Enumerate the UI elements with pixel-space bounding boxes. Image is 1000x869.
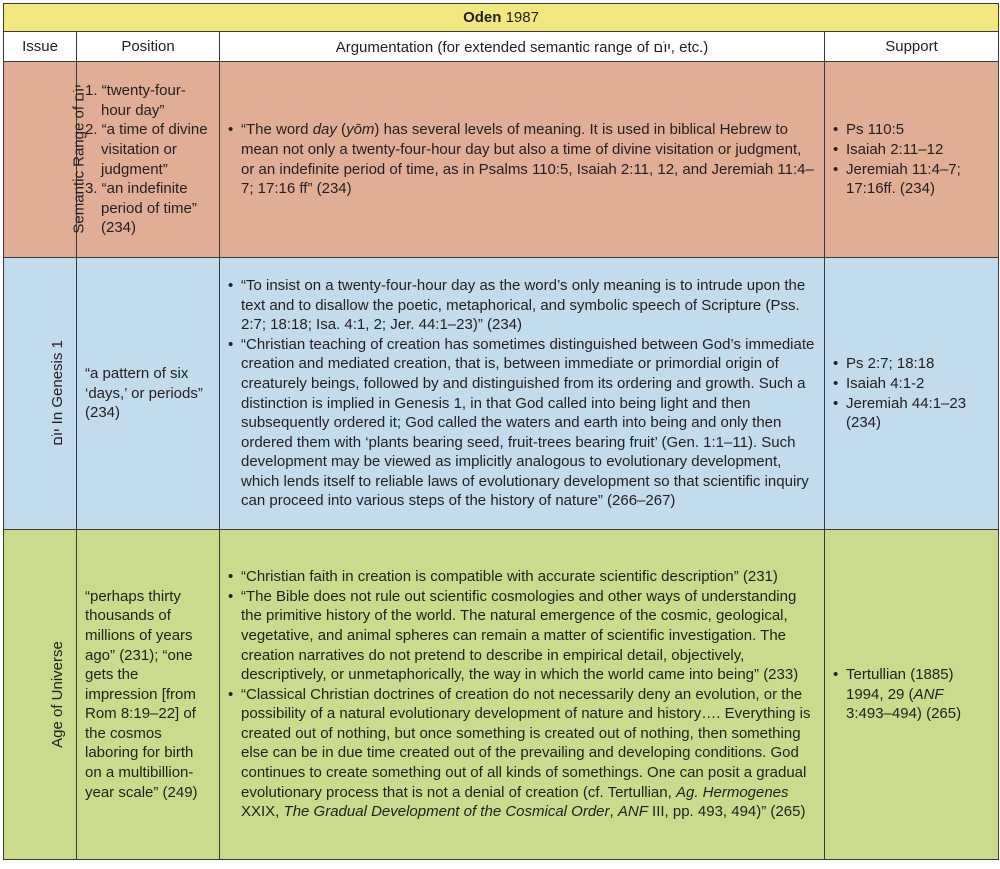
issue-cell	[4, 530, 77, 860]
list-item: • “Classical Christian doctrines of creation do not necessarily deny an evolution, or the possibility of a natural evolutionary development of nature and history…. Everything is created out of nothing, but once something is created out of nothing, then something else can be in due time created out of the prevailing and developing conditions. God continues to create something out of all kinds of somethings. One can posit a gradual evolutionary process that is not a denial of creation (cf. Tertullian, Ag. Hermogenes XXIX, The Gradual Development of the Cosmical Order, ANF III, pp. 493, 494)” (265)	[228, 685, 816, 822]
list-item: 2. “a time of divine visitation or judgment”	[85, 121, 208, 178]
list-item: • “To insist on a twenty-four-hour day as the word’s only meaning is to intrude upon the text and to disallow the poetic, metaphorical, and symbolic speech of Scripture (Pss. 2:7; 18:18; Isa. 4:1, 2; Jer. 44:1–23)” (234)	[228, 276, 816, 335]
list-item: • “Christian teaching of creation has sometimes distinguished between God’s immediate creation and mediated creation, that is, between immediate or primordial origin of creaturely beings, followed by and distinguished from its ordering and growth. Such a distinction is implied in Genesis 1, in that God called into being light and then subsequently ordered it; God called the waters and earth into being and only then ordered them with ‘plants bearing seed, fruit-trees bearing fruit’ (Gen. 1:1–11). Such development may be viewed as implicitly analogous to evolutionary development, which lends itself to reliable laws of evolutionary development so that scientific inquiry can proceed into various steps of the history of nature” (266–267)	[228, 335, 816, 511]
list-item: • Jeremiah 44:1–23 (234)	[833, 394, 990, 433]
list-item: • “The word day (yōm) has several levels of meaning. It is used in biblical Hebrew to mean not only a twenty-four-hour day but also a time of divine visitation or judgment, or an indefinite period of time, as in Psalms 110:5, Isaiah 2:11, 12, and Jeremiah 11:4–7; 17:16 ff” (234)	[228, 120, 816, 198]
argumentation-cell	[220, 258, 825, 530]
list-item: • “The Bible does not rule out scientific cosmologies and other ways of understanding the primitive history of the world. The natural emergence of the cosmic, geological, vegetative, and animal spheres can remain a matter of scientific investigation. The creation narratives do not pretend to describe in empirical detail, objectively, descriptively, or unmetaphorically, the way in which the world came into being” (233)	[228, 587, 816, 685]
list-item: • “Christian faith in creation is compatible with accurate scientific description” (231)	[228, 567, 816, 587]
list-item: • Ps 110:5	[833, 120, 990, 140]
header-issue: Issue	[4, 32, 77, 62]
list-item: • Ps 2:7; 18:18	[833, 354, 990, 374]
list-item: 3. “an indefinite period of time” (234)	[85, 180, 197, 237]
position-cell: “perhaps thirty thousands of millions of years ago” (231); “one gets the impression [from Rom 8:19–22] of the cosmos laboring for birth on a multibillion-year scale” (249)	[77, 530, 220, 860]
list-item: • Tertullian (1885) 1994, 29 (ANF 3:493–494) (265)	[833, 665, 990, 724]
title-author: Oden	[463, 9, 502, 26]
position-cell: “a pattern of six ‘days,’ or periods” (234)	[77, 258, 220, 530]
header-position: Position	[77, 32, 220, 62]
issue-label: Semantic Range of יוֹם	[69, 84, 88, 234]
argumentation-cell	[220, 530, 825, 860]
support-cell	[825, 62, 999, 258]
header-support: Support	[825, 32, 999, 62]
oden-1987-table	[3, 3, 999, 860]
issue-cell	[4, 62, 88, 258]
support-cell	[825, 530, 999, 860]
header-arg-hebrew: יוֹם	[653, 37, 671, 56]
header-arg-suffix: , etc.)	[670, 38, 709, 56]
list-item: • Isaiah 4:1-2	[833, 374, 990, 394]
list-item: • Isaiah 2:11–12	[833, 140, 990, 160]
header-arg-text: Argumentation (for extended semantic range of	[335, 38, 654, 56]
support-cell	[825, 258, 999, 530]
issue-cell	[4, 258, 77, 530]
list-item: • Jeremiah 11:4–7; 17:16ff. (234)	[833, 160, 990, 199]
title-year: 1987	[505, 9, 539, 26]
table-row	[4, 258, 999, 530]
list-item: 1. “twenty-four-hour day”	[85, 82, 186, 119]
table-title	[4, 4, 999, 32]
argumentation-cell	[220, 62, 825, 258]
position-cell	[77, 62, 220, 258]
issue-label: Age of Universe	[48, 640, 66, 748]
issue-label: יוֹם In Genesis 1	[47, 340, 66, 446]
header-argumentation	[220, 32, 825, 62]
table-row	[4, 62, 999, 258]
table-row	[4, 530, 999, 860]
